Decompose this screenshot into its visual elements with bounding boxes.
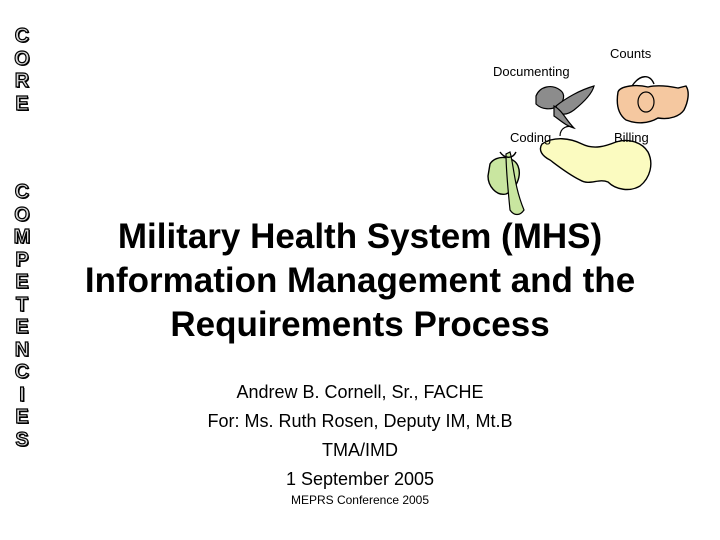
counts-label: Counts [610,46,652,61]
side-word-core [10,25,34,115]
title-line: Requirements Process [170,305,550,344]
date-line: 1 September 2005 [285,469,435,489]
competencies-letter: T [15,293,29,316]
title-line: Information Management and the [84,261,636,300]
slide-subtitle [160,378,560,494]
title-line: Military Health System (MHS) [117,217,603,256]
competencies-letter: O [14,203,30,226]
slide-title [60,215,660,347]
coding-puzzle-piece [488,152,524,215]
conference-label: MEPRS Conference 2005 [290,493,430,507]
counts-puzzle-piece [617,77,688,123]
competencies-letter: S [15,428,29,451]
side-word-competencies [10,181,34,451]
competencies-letter: N [14,338,30,361]
competencies-letter: E [15,406,29,428]
coding-label: Coding [510,130,552,145]
competencies-letter: E [15,271,29,293]
recipient-line: For: Ms. Ruth Rosen, Deputy IM, Mt.B [207,411,513,431]
core-letter: E [15,92,29,115]
organization-line: TMA/IMD [322,440,398,460]
billing-label: Billing [614,130,649,145]
competencies-letter: C [14,181,30,203]
core-letter: R [14,70,30,92]
competencies-letter: C [14,361,30,383]
author-line: Andrew B. Cornell, Sr., FACHE [236,382,484,402]
core-letter: O [14,47,30,70]
competencies-letter: M [13,226,31,248]
core-letter: C [14,25,30,47]
documenting-label: Documenting [493,64,570,79]
documenting-puzzle-piece [536,86,594,128]
competencies-letter: P [15,248,29,271]
competencies-letter: I [19,383,25,406]
competencies-letter: E [15,316,29,338]
